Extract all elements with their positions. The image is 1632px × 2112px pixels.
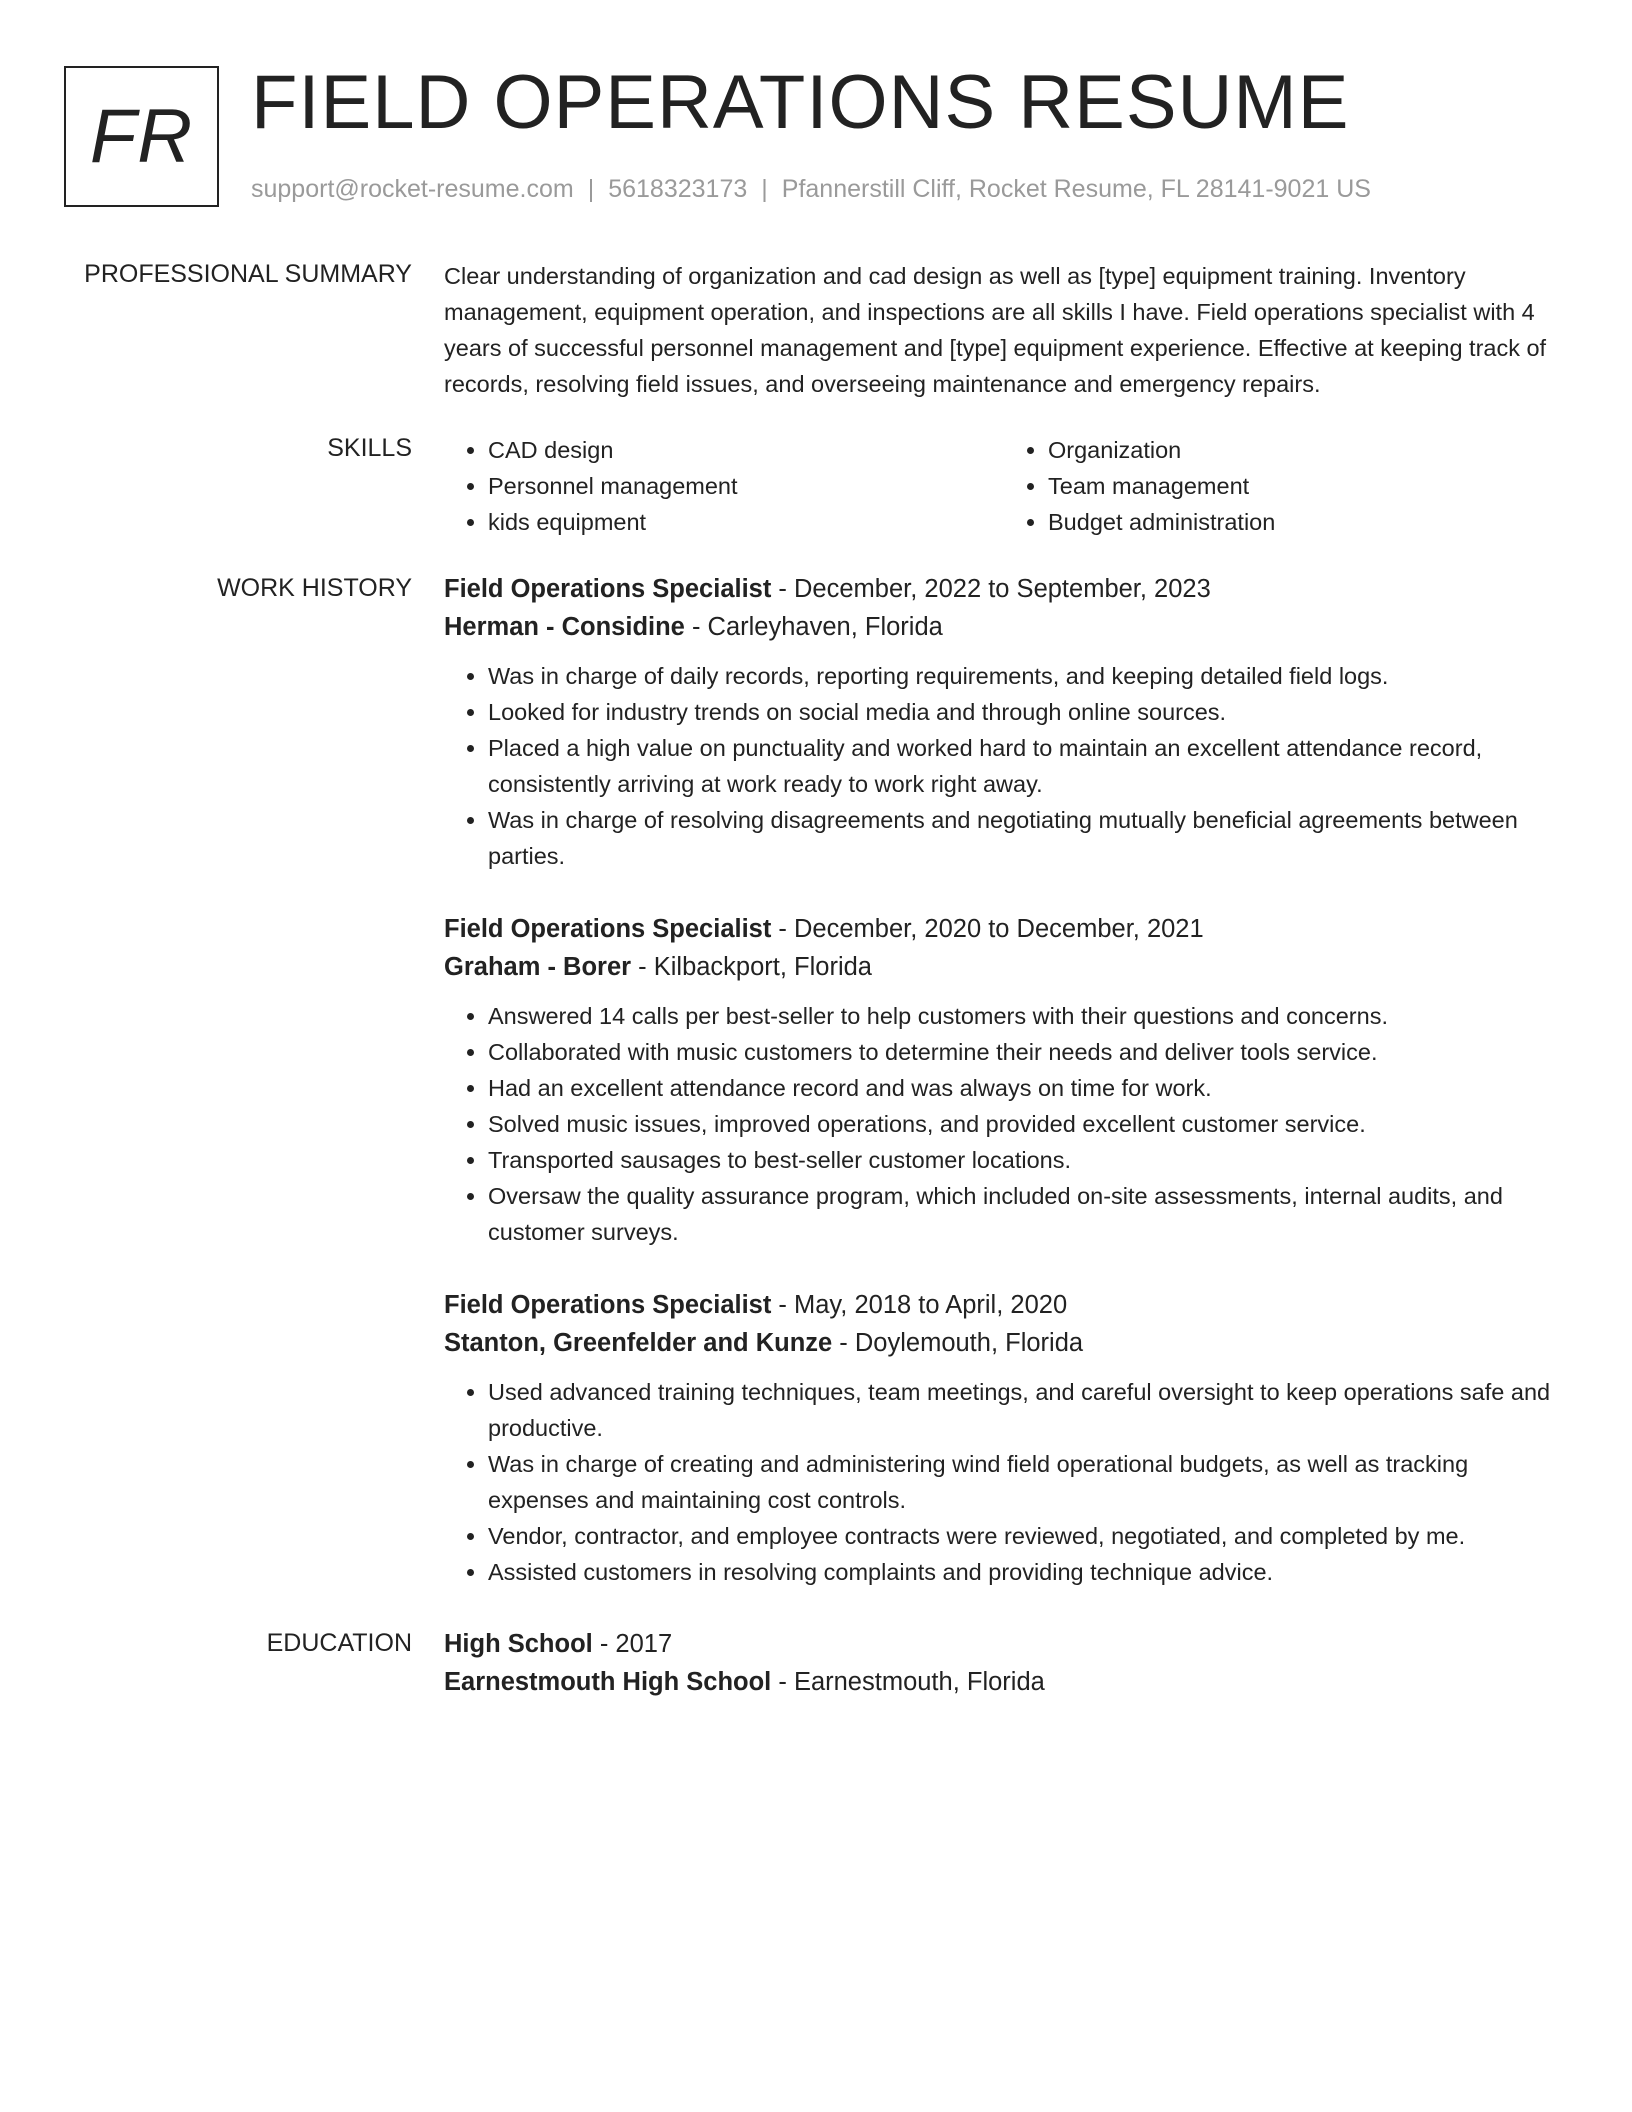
contact-phone: 5618323173 — [608, 175, 748, 203]
job-title-line — [444, 570, 1564, 608]
education-degree: High School — [444, 1630, 593, 1658]
job-bullet: • Looked for industry trends on social media and through online sources. — [488, 694, 1564, 730]
job-bullet: • Oversaw the quality assurance program, which included on-site assessments, internal audits, and customer surveys. — [488, 1178, 1564, 1250]
skill-item: • Personnel management — [488, 468, 1004, 504]
job-bullet: • Collaborated with music customers to determine their needs and deliver tools service. — [488, 1034, 1564, 1070]
job-title: Field Operations Specialist — [444, 1291, 772, 1319]
education-year: - 2017 — [592, 1630, 673, 1658]
skill-item: • Organization — [1048, 432, 1564, 468]
skills-list-right — [1004, 432, 1564, 540]
page-title: FIELD OPERATIONS RESUME — [251, 60, 1350, 145]
job-bullet: • Placed a high value on punctuality and worked hard to maintain an excellent attendance record, consistently arriving at work ready to work right away. — [488, 730, 1564, 802]
education-heading: EDUCATION — [266, 1629, 412, 1657]
job-entry — [444, 910, 1564, 1250]
skill-item: • Budget administration — [1048, 504, 1564, 540]
job-title-line — [444, 910, 1564, 948]
job-company: Graham - Borer — [444, 953, 632, 981]
job-title-line — [444, 1286, 1564, 1324]
job-company: Stanton, Greenfelder and Kunze — [444, 1329, 833, 1357]
job-entry — [444, 570, 1564, 874]
job-company-line — [444, 948, 1564, 986]
education-degree-line — [444, 1625, 1564, 1663]
contact-line — [251, 174, 1371, 204]
job-bullet: • Answered 14 calls per best-seller to help customers with their questions and concerns. — [488, 998, 1564, 1034]
job-bullet: • Used advanced training techniques, team meetings, and careful oversight to keep operations safe and productive. — [488, 1374, 1564, 1446]
skill-item: • CAD design — [488, 432, 1004, 468]
job-dates: - December, 2020 to December, 2021 — [771, 915, 1204, 943]
contact-address: Pfannerstill Cliff, Rocket Resume, FL 28141-9021 US — [781, 175, 1371, 203]
job-bullet-list — [444, 658, 1564, 874]
job-company-line — [444, 608, 1564, 646]
contact-email: support@rocket-resume.com — [251, 175, 574, 203]
job-title: Field Operations Specialist — [444, 915, 772, 943]
job-company: Herman - Considine — [444, 613, 685, 641]
education-location: - Earnestmouth, Florida — [771, 1668, 1045, 1696]
job-bullet: • Solved music issues, improved operations, and provided excellent customer service. — [488, 1106, 1564, 1142]
job-title: Field Operations Specialist — [444, 575, 772, 603]
job-bullet: • Had an excellent attendance record and was always on time for work. — [488, 1070, 1564, 1106]
education-school-line — [444, 1663, 1564, 1701]
job-bullet: • Assisted customers in resolving complaints and providing technique advice. — [488, 1554, 1564, 1590]
education-school: Earnestmouth High School — [444, 1668, 772, 1696]
skills-content — [444, 432, 1564, 540]
job-bullet: • Transported sausages to best-seller customer locations. — [488, 1142, 1564, 1178]
job-location: - Carleyhaven, Florida — [684, 613, 943, 641]
skill-item: • Team management — [1048, 468, 1564, 504]
contact-separator: | — [587, 175, 595, 203]
job-bullet: • Was in charge of resolving disagreements and negotiating mutually beneficial agreements between parties. — [488, 802, 1564, 874]
education-entry — [444, 1625, 1564, 1701]
skill-item: • kids equipment — [488, 504, 1004, 540]
job-bullet: • Vendor, contractor, and employee contracts were reviewed, negotiated, and completed by me. — [488, 1518, 1564, 1554]
job-dates: - May, 2018 to April, 2020 — [771, 1291, 1068, 1319]
job-bullet: • Was in charge of daily records, reporting requirements, and keeping detailed field logs. — [488, 658, 1564, 694]
job-bullet-list — [444, 998, 1564, 1250]
skills-heading: SKILLS — [327, 434, 412, 462]
monogram-logo: FR — [64, 66, 219, 207]
job-bullet-list — [444, 1374, 1564, 1590]
job-location: - Kilbackport, Florida — [631, 953, 872, 981]
job-bullet: • Was in charge of creating and administering wind field operational budgets, as well as tracking expenses and maintaining cost controls. — [488, 1446, 1564, 1518]
summary-heading: PROFESSIONAL SUMMARY — [84, 260, 412, 288]
job-location: - Doylemouth, Florida — [832, 1329, 1084, 1357]
skills-list-left — [444, 432, 1004, 540]
job-company-line — [444, 1324, 1564, 1362]
job-dates: - December, 2022 to September, 2023 — [771, 575, 1211, 603]
contact-separator: | — [761, 175, 768, 203]
summary-content — [444, 258, 1564, 402]
work-history-heading: WORK HISTORY — [217, 574, 412, 602]
summary-text: Clear understanding of organization and cad design as well as [type] equipment training. Inventory management, equipment operation, and inspections are all skills I have. Field operations specialist with 4 years of successful personnel management and [type] equipment experience. Effective at keeping track of records, resolving field issues, and overseeing maintenance and emergency repairs. — [444, 263, 1547, 397]
job-entry — [444, 1286, 1564, 1590]
